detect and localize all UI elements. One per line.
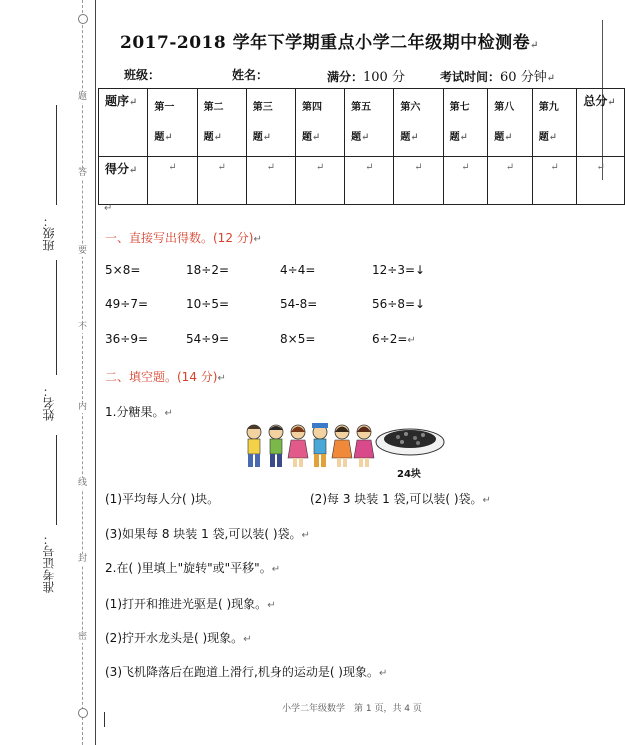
column-header-1: 第一 题↵: [148, 89, 197, 157]
seal-char: 答: [77, 168, 87, 178]
question-1-title: 1.分糖果。↵: [105, 405, 173, 419]
question-2-title: 2.在( )里填上"旋转"或"平移"。↵: [105, 561, 281, 575]
child-figure-1: [247, 425, 261, 467]
calc-item: 6÷2=↵: [372, 332, 416, 346]
calc-item: 36÷9=: [105, 332, 149, 346]
calc-item: 56÷8=↓: [372, 297, 426, 311]
seal-char: 要: [77, 246, 87, 256]
seal-char: 内: [77, 402, 87, 412]
calc-item: 54÷9=: [186, 332, 230, 346]
exam-title: 2017-2018 学年下学期重点小学二年级期中检测卷↵: [120, 33, 539, 53]
calc-item: 4÷4=: [280, 263, 316, 277]
column-header-4: 第四 题↵: [295, 89, 344, 157]
column-header-8: 第八 题↵: [488, 89, 533, 157]
calc-item: 49÷7=: [105, 297, 149, 311]
paragraph-mark: ↵: [104, 203, 113, 214]
score-cell-4[interactable]: ↵: [295, 157, 344, 205]
score-cell-8[interactable]: ↵: [488, 157, 533, 205]
child-figure-5: [332, 425, 352, 467]
total-score-cell[interactable]: ↵: [577, 157, 625, 205]
column-header-7: 第七 题↵: [443, 89, 488, 157]
child-figure-2: [269, 425, 283, 467]
calc-item: 10÷5=: [186, 297, 230, 311]
seal-circle-top: [78, 14, 88, 24]
calc-item: 8×5=: [280, 332, 316, 346]
question-2-part-2: (2)拧开水龙头是( )现象。↵: [105, 631, 252, 645]
child-figure-6: [354, 425, 374, 467]
name-field-label: 姓名：: [232, 68, 269, 82]
margin-class-label: 班级：: [42, 215, 56, 251]
child-figure-4: [312, 423, 328, 467]
score-row-label: 得分↵: [99, 157, 148, 205]
calc-item: 5×8=: [105, 263, 141, 277]
seal-char: 密: [77, 632, 87, 642]
margin-class-line: [56, 105, 57, 205]
score-table: [98, 88, 625, 205]
question-order-label: 题序↵: [99, 89, 148, 157]
candy-count-caption: 24块: [397, 469, 421, 480]
score-cell-1[interactable]: ↵: [148, 157, 197, 205]
seal-char: 不: [77, 322, 87, 332]
column-header-6: 第六 题↵: [394, 89, 443, 157]
exam-time: 考试时间：60 分钟↵: [440, 70, 556, 85]
seal-char: 题: [77, 92, 87, 102]
score-cell-3[interactable]: ↵: [246, 157, 295, 205]
calc-item: 12÷3=↓: [372, 263, 426, 277]
margin-name-line: [56, 260, 57, 375]
calc-item: 54-8=: [280, 297, 318, 311]
score-cell-9[interactable]: ↵: [532, 157, 577, 205]
total-score-header: 总分↵: [577, 89, 625, 157]
column-header-5: 第五 题↵: [345, 89, 394, 157]
margin-name-label: 姓名：: [42, 385, 56, 421]
question-2-part-1: (1)打开和推进光驱是( )现象。↵: [105, 597, 276, 611]
class-field-label: 班级：: [124, 68, 161, 82]
column-header-3: 第三 题↵: [246, 89, 295, 157]
seal-circle-bottom: [78, 708, 88, 718]
section-2-heading: 二、填空题。(14 分)↵: [105, 370, 226, 384]
column-header-9: 第九 题↵: [532, 89, 577, 157]
margin-exam-no-label: 准考证号：: [42, 533, 56, 593]
child-figure-3: [288, 425, 308, 467]
column-header-2: 第二 题↵: [197, 89, 246, 157]
question-1-part-1: (1)平均每人分( )块。: [105, 492, 220, 506]
left-border: [95, 0, 96, 745]
question-1-part-2: (2)每 3 块装 1 袋,可以装( )袋。↵: [310, 492, 491, 506]
calc-item: 18÷2=: [186, 263, 230, 277]
full-score: 满分：100 分: [327, 70, 405, 85]
score-cell-7[interactable]: ↵: [443, 157, 488, 205]
candy-plate: [376, 429, 444, 455]
seal-char: 封: [77, 554, 87, 564]
section-1-heading: 一、直接写出得数。(12 分)↵: [105, 231, 262, 245]
margin-exam-no-line: [56, 435, 57, 525]
question-2-part-3: (3)飞机降落后在跑道上滑行,机身的运动是( )现象。↵: [105, 665, 388, 679]
score-cell-5[interactable]: ↵: [345, 157, 394, 205]
score-cell-6[interactable]: ↵: [394, 157, 443, 205]
page-footer: 小学二年级数学 第 1 页，共 4 页: [282, 704, 422, 714]
text-cursor: [104, 712, 105, 727]
seal-char: 线: [77, 478, 87, 488]
score-cell-2[interactable]: ↵: [197, 157, 246, 205]
question-1-part-3: (3)如果每 8 块装 1 袋,可以装( )袋。↵: [105, 527, 310, 541]
